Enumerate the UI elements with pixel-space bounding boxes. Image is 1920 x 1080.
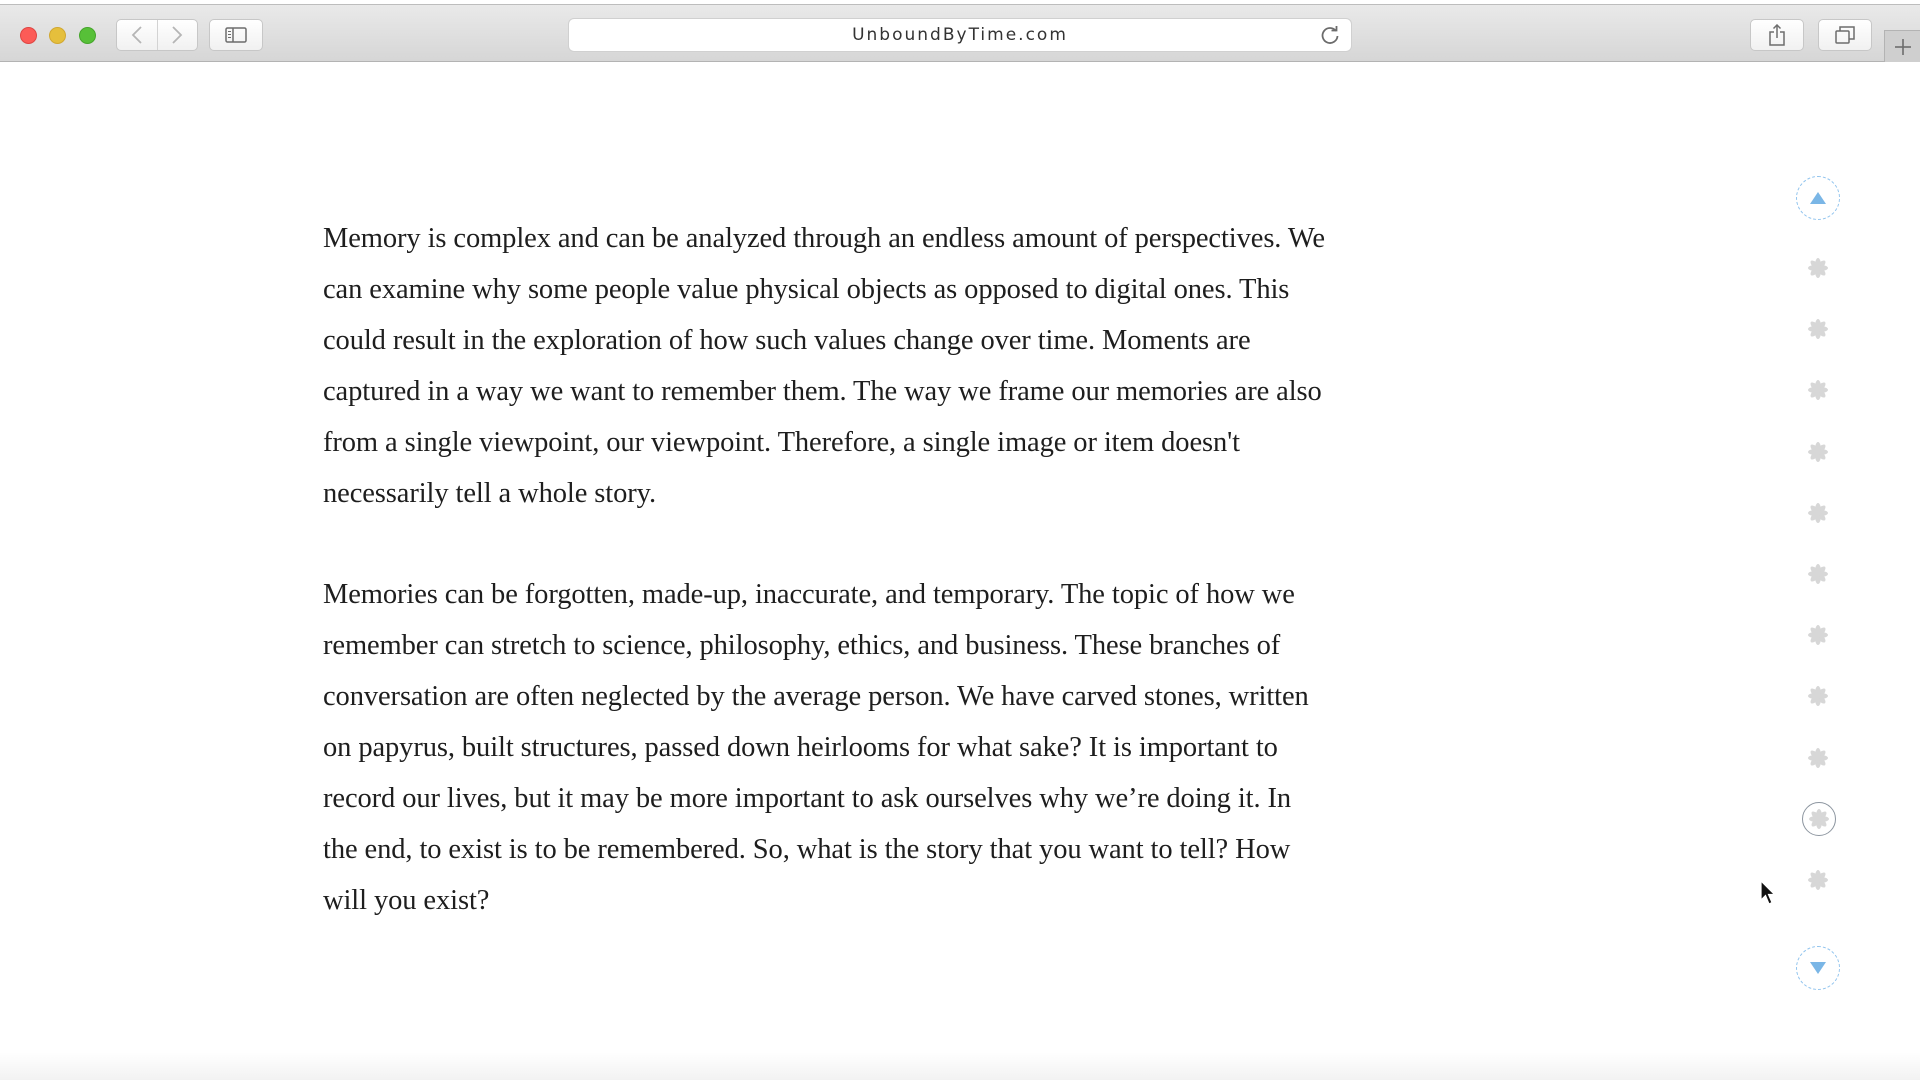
window-top-edge [0, 0, 1920, 5]
window-bottom-shadow [0, 1052, 1920, 1080]
asterisk-flower-icon [1806, 378, 1830, 402]
paragraph-memory-perspectives: Memory is complex and can be analyzed through an endless amount of perspectives. We can examine why some people value physical objects as opposed to digital ones. This could result in the exploration of how such values change over time. Moments are captured in a way we want to remember them. The way we frame our memories are also from a single viewpoint, our viewpoint. Therefore, a single image or item doesn't necessarily tell a whole story. [323, 223, 1325, 509]
sidebar-button[interactable] [209, 19, 263, 51]
paragraph-memory-forgotten: Memories can be forgotten, made-up, inaccurate, and temporary. The topic of how we remember can stretch to science, philosophy, ethics, and business. These branches of conversation are often neglected by the average person. We have carved stones, written on papyrus, built structures, passed down heirlooms for what sake? It is important to record our lives, but it may be more important to ask ourselves why we’re doing it. In the end, to exist is to be remembered. So, what is the story that you want to tell? How will you exist? [323, 579, 1309, 916]
minimize-window-icon[interactable] [49, 27, 66, 44]
asterisk-flower-icon [1806, 623, 1830, 647]
timeline-dot[interactable] [1805, 683, 1831, 709]
asterisk-flower-icon [1807, 807, 1831, 831]
new-tab-button[interactable] [1884, 30, 1920, 62]
tabs-overview-icon [1835, 26, 1855, 44]
reload-icon[interactable] [1319, 25, 1341, 47]
scroll-up-button[interactable] [1796, 176, 1840, 220]
timeline-dot[interactable] [1805, 316, 1831, 342]
article-body [323, 213, 1328, 976]
address-bar[interactable] [568, 18, 1352, 52]
timeline-dot[interactable] [1805, 255, 1831, 281]
timeline-dot[interactable] [1805, 561, 1831, 587]
asterisk-flower-icon [1806, 256, 1830, 280]
timeline-dot[interactable] [1805, 377, 1831, 403]
scroll-down-button[interactable] [1796, 946, 1840, 990]
timeline-dot-active[interactable] [1802, 802, 1836, 836]
sidebar-icon [225, 27, 247, 43]
history-nav [116, 19, 198, 51]
timeline-nav [1796, 174, 1844, 994]
asterisk-flower-icon [1806, 746, 1830, 770]
asterisk-flower-icon [1806, 440, 1830, 464]
timeline-dot[interactable] [1805, 745, 1831, 771]
browser-toolbar [0, 0, 1920, 62]
timeline-dot[interactable] [1805, 622, 1831, 648]
forward-button[interactable] [157, 20, 198, 50]
tabs-overview-button[interactable] [1818, 19, 1872, 51]
share-icon [1768, 24, 1786, 46]
plus-icon [1894, 38, 1912, 56]
timeline-dot[interactable] [1805, 439, 1831, 465]
timeline-dot[interactable] [1805, 867, 1831, 893]
triangle-up-icon [1809, 191, 1827, 205]
asterisk-flower-icon [1806, 317, 1830, 341]
asterisk-flower-icon [1806, 868, 1830, 892]
chevron-right-icon [171, 25, 183, 45]
close-window-icon[interactable] [20, 27, 37, 44]
chevron-left-icon [131, 25, 143, 45]
url-text[interactable]: UnboundByTime.com [852, 25, 1068, 45]
triangle-down-icon [1809, 961, 1827, 975]
asterisk-flower-icon [1806, 562, 1830, 586]
zoom-window-icon[interactable] [79, 27, 96, 44]
mouse-cursor-icon [1759, 880, 1777, 906]
back-button[interactable] [117, 20, 157, 50]
share-button[interactable] [1750, 19, 1804, 51]
asterisk-flower-icon [1806, 501, 1830, 525]
timeline-dot[interactable] [1805, 500, 1831, 526]
asterisk-flower-icon [1806, 684, 1830, 708]
